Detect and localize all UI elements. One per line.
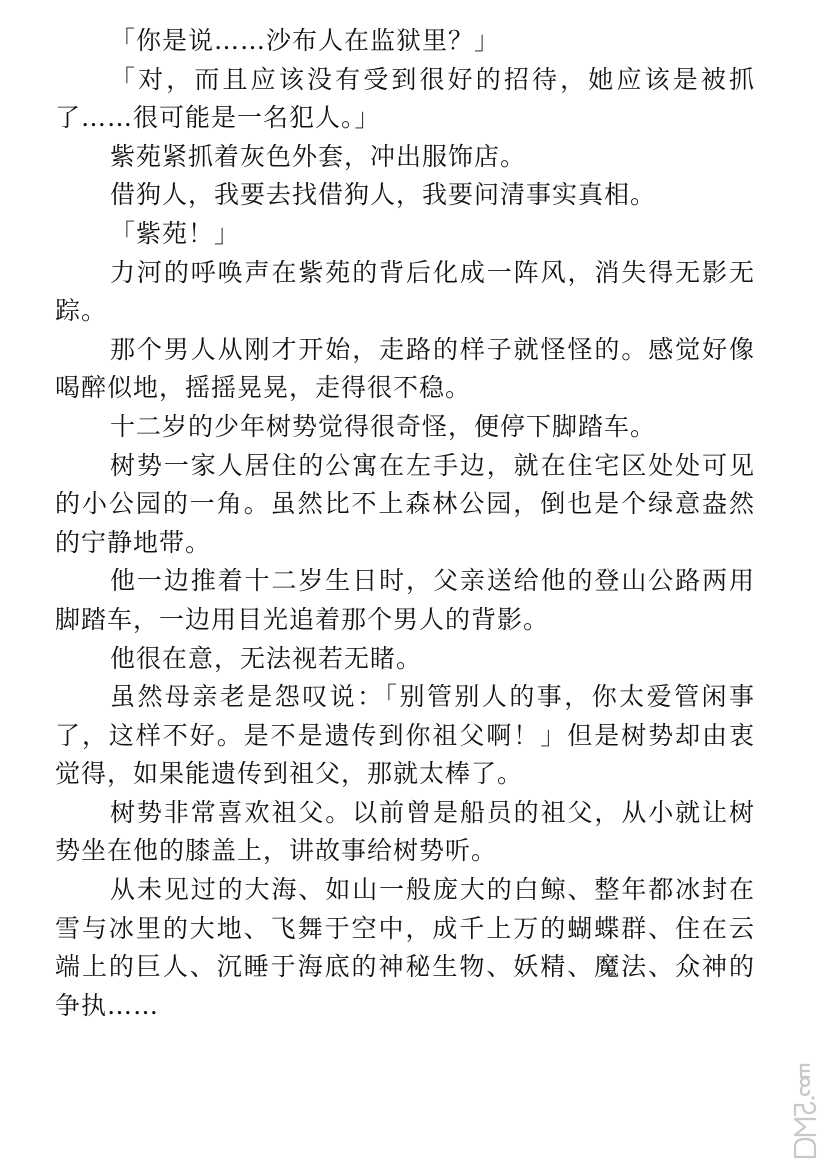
paragraph-3: 紫苑紧抓着灰色外套，冲出服饰店。	[110, 141, 527, 171]
paragraph-12: 虽然母亲老是怨叹说：「别管别人的事，你太爱管闲事了，这样不好。是不是遗传到你祖父啊！」但是树势却由衷觉得，如果能遗传到祖父，那就太棒了。	[55, 682, 755, 789]
paragraph-14: 从未见过的大海、如山一般庞大的白鲸、整年都冰封在雪与冰里的大地、飞舞于空中，成千上万的蝴蝶群、住在云端上的巨人、沉睡于海底的神秘生物、妖精、魔法、众神的争执……	[55, 875, 755, 1020]
paragraph-2: 「对，而且应该没有受到很好的招待，她应该是被抓了……很可能是一名犯人。」	[55, 64, 755, 133]
paragraph-6: 力河的呼唤声在紫苑的背后化成一阵风，消失得无影无踪。	[55, 257, 755, 326]
paragraph-7: 那个男人从刚才开始，走路的样子就怪怪的。感觉好像喝醉似地，摇摇晃晃，走得很不稳。	[55, 334, 755, 403]
paragraph-8: 十二岁的少年树势觉得很奇怪，便停下脚踏车。	[110, 411, 657, 441]
paragraph-1: 「你是说……沙布人在监狱里？」	[110, 26, 501, 55]
paragraph-4: 借狗人，我要去找借狗人，我要问清事实真相。	[110, 180, 657, 210]
paragraph-5: 「紫苑！」	[110, 218, 241, 248]
body-text	[55, 22, 755, 1025]
paragraph-10: 他一边推着十二岁生日时，父亲送给他的登山公路两用脚踏车，一边用目光追着那个男人的背影。	[55, 566, 755, 634]
paragraph-13: 树势非常喜欢祖父。以前曾是船员的祖父，从小就让树势坐在他的膝盖上，讲故事给树势听。	[55, 797, 755, 866]
dm5-watermark-logo	[790, 1049, 820, 1161]
paragraph-9: 树势一家人居住的公寓在左手边，就在住宅区处处可见的小公园的一角。虽然比不上森林公园，倒也是个绿意盎然的宁静地带。	[55, 450, 755, 557]
paragraph-11: 他很在意，无法视若无睹。	[110, 643, 423, 673]
